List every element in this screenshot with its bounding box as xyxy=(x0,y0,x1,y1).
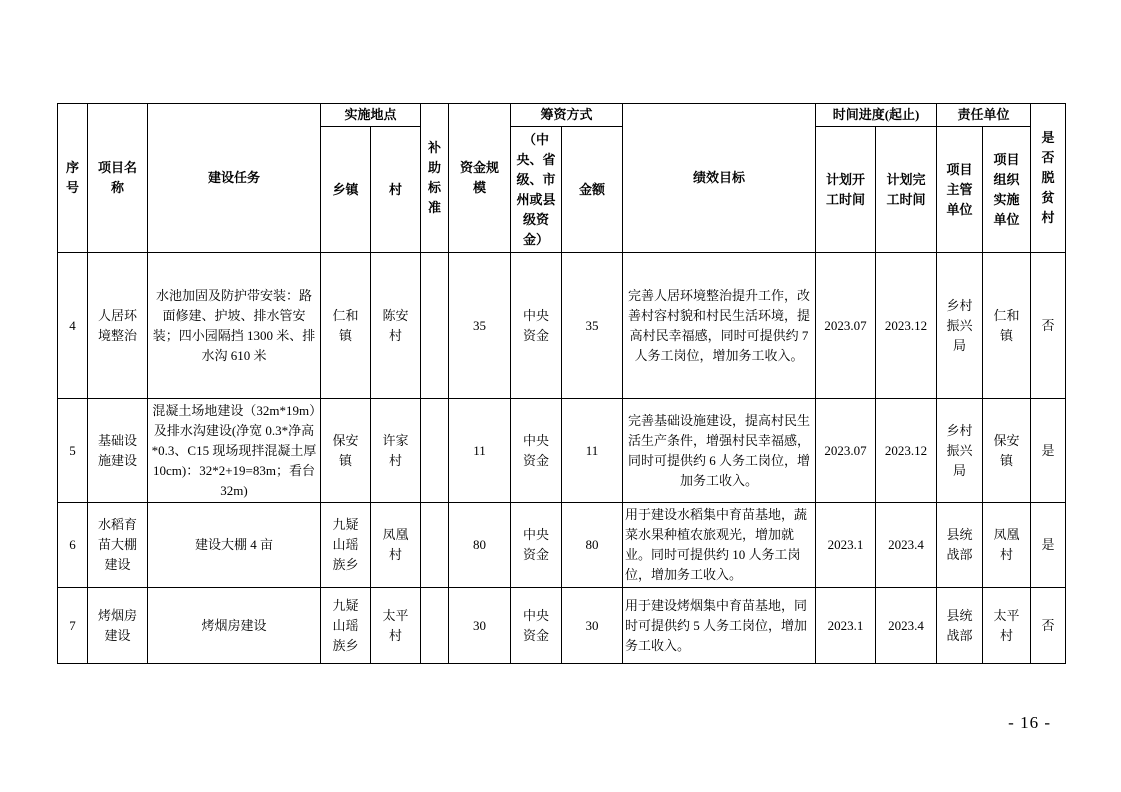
cell-end xyxy=(876,503,937,588)
start-value: 2023.1 xyxy=(827,617,864,633)
cell-goal xyxy=(623,503,816,588)
header-funding xyxy=(511,104,623,127)
cell-amount xyxy=(562,253,623,399)
cell-amount xyxy=(562,588,623,664)
task-text: 混凝土场地建设（32m*19m）及排水沟建设(净宽 0.3*净高*0.3、C15 现场现拌混凝土厚 10cm)：32*2+19=83m；看台 32m) xyxy=(151,402,317,498)
header-subsidy xyxy=(421,104,449,253)
header-poverty xyxy=(1031,104,1066,253)
header-poverty-label: 是否脱贫村 xyxy=(1041,130,1055,225)
header-village-label: 村 xyxy=(389,181,403,197)
scale-value: 11 xyxy=(473,442,486,458)
cell-poverty xyxy=(1031,253,1066,399)
cell-task xyxy=(148,588,321,664)
header-goal xyxy=(623,104,816,253)
cell-goal xyxy=(623,253,816,399)
header-source-label: （中央、省级、市州或县级资金） xyxy=(516,131,556,247)
table-body xyxy=(58,253,1066,664)
cell-amount xyxy=(562,503,623,588)
header-name-label: 项目名称 xyxy=(97,160,137,195)
header-task-label: 建设任务 xyxy=(207,170,260,185)
cell-name xyxy=(88,253,148,399)
header-amount-label: 金额 xyxy=(579,181,606,197)
header-responsible-label: 责任单位 xyxy=(957,107,1010,122)
amount-value: 80 xyxy=(585,537,599,552)
cell-supervisor xyxy=(937,253,983,399)
cell-seq xyxy=(58,399,88,503)
cell-amount xyxy=(562,399,623,503)
start-value: 2023.07 xyxy=(824,317,867,333)
cell-task xyxy=(148,253,321,399)
cell-source xyxy=(511,253,562,399)
cell-start xyxy=(816,253,876,399)
supervisor-value: 乡村振兴局 xyxy=(946,297,973,353)
project-name: 基础设施建设 xyxy=(97,432,137,468)
goal-text: 用于建设烤烟集中育苗基地，同时可提供约 5 人务工岗位，增加务工收入。 xyxy=(625,597,808,653)
implementer-value: 保安镇 xyxy=(993,432,1020,468)
end-value: 2023.4 xyxy=(888,617,924,633)
table-row xyxy=(58,503,1066,588)
header-supervisor xyxy=(937,127,983,253)
source-value: 中央资金 xyxy=(523,307,550,343)
cell-scale xyxy=(449,503,511,588)
implementer-value: 仁和镇 xyxy=(993,307,1020,343)
poverty-value: 否 xyxy=(1041,617,1055,633)
task-text: 建设大棚 4 亩 xyxy=(194,537,273,552)
cell-supervisor xyxy=(937,503,983,588)
cell-poverty xyxy=(1031,503,1066,588)
village-value: 凤凰村 xyxy=(382,527,409,562)
cell-implementer xyxy=(983,399,1031,503)
goal-text: 完善基础设施建设，提高村民生活生产条件，增强村民幸福感，同时可提供约 6 人务工岗位，增加务工收入。 xyxy=(628,412,811,488)
header-row-top xyxy=(58,104,1066,127)
header-seq xyxy=(58,104,88,253)
end-value: 2023.4 xyxy=(888,537,924,552)
header-goal-label: 绩效目标 xyxy=(693,170,746,185)
cell-end xyxy=(876,399,937,503)
town-value: 保安镇 xyxy=(332,432,359,468)
village-value: 太平村 xyxy=(382,607,409,643)
seq-value: 4 xyxy=(69,317,76,333)
cell-name xyxy=(88,399,148,503)
scale-value: 30 xyxy=(473,617,487,633)
cell-seq xyxy=(58,253,88,399)
header-start-label: 计划开工时间 xyxy=(826,171,866,207)
seq-value: 5 xyxy=(69,442,76,458)
table-header xyxy=(58,104,1066,253)
seq-value: 6 xyxy=(69,537,76,552)
header-amount xyxy=(562,127,623,253)
town-value: 九疑山瑶族乡 xyxy=(332,517,359,572)
project-name: 人居环境整治 xyxy=(97,307,137,343)
cell-source xyxy=(511,503,562,588)
header-schedule xyxy=(816,104,937,127)
cell-poverty xyxy=(1031,588,1066,664)
header-subsidy-label: 补助标准 xyxy=(428,140,442,215)
goal-text: 用于建设水稻集中育苗基地，蔬菜水果种植农旅观光，增加就业。同时可提供约 10 人务工岗位，增加务工收入。 xyxy=(625,507,808,582)
amount-value: 30 xyxy=(585,617,599,633)
header-funding-label: 筹资方式 xyxy=(540,107,593,122)
task-text: 烤烟房建设 xyxy=(201,617,267,633)
cell-implementer xyxy=(983,503,1031,588)
header-seq-label: 序号 xyxy=(65,160,79,195)
cell-town xyxy=(321,503,371,588)
header-scale-label: 资金规模 xyxy=(460,160,500,195)
cell-subsidy xyxy=(421,503,449,588)
header-end-label: 计划完工时间 xyxy=(886,171,926,207)
cell-start xyxy=(816,503,876,588)
cell-seq xyxy=(58,588,88,664)
amount-value: 11 xyxy=(585,442,599,458)
table-row xyxy=(58,253,1066,399)
supervisor-value: 县统战部 xyxy=(946,527,973,562)
header-name xyxy=(88,104,148,253)
cell-village xyxy=(371,503,421,588)
source-value: 中央资金 xyxy=(523,527,550,562)
header-town xyxy=(321,127,371,253)
cell-source xyxy=(511,399,562,503)
header-location-label: 实施地点 xyxy=(344,107,397,122)
cell-name xyxy=(88,588,148,664)
supervisor-value: 乡村振兴局 xyxy=(946,422,973,478)
cell-task xyxy=(148,503,321,588)
header-village xyxy=(371,127,421,253)
cell-supervisor xyxy=(937,588,983,664)
cell-poverty xyxy=(1031,399,1066,503)
cell-subsidy xyxy=(421,399,449,503)
cell-village xyxy=(371,399,421,503)
cell-goal xyxy=(623,588,816,664)
cell-end xyxy=(876,253,937,399)
cell-goal xyxy=(623,399,816,503)
village-value: 陈安村 xyxy=(382,307,409,343)
header-supervisor-label: 项目主管单位 xyxy=(946,161,973,217)
implementer-value: 凤凰村 xyxy=(993,527,1020,562)
cell-end xyxy=(876,588,937,664)
table-row xyxy=(58,399,1066,503)
end-value: 2023.12 xyxy=(884,442,928,458)
header-responsible xyxy=(937,104,1031,127)
source-value: 中央资金 xyxy=(523,432,550,468)
start-value: 2023.1 xyxy=(827,537,864,552)
goal-text: 完善人居环境整治提升工作，改善村容村貌和村民生活环境，提高村民幸福感，同时可提供约 7 人务工岗位，增加务工收入。 xyxy=(628,287,811,363)
amount-value: 35 xyxy=(585,317,599,333)
cell-town xyxy=(321,253,371,399)
cell-seq xyxy=(58,503,88,588)
cell-village xyxy=(371,588,421,664)
seq-value: 7 xyxy=(69,617,76,633)
cell-start xyxy=(816,588,876,664)
cell-task xyxy=(148,399,321,503)
header-task xyxy=(148,104,321,253)
village-value: 许家村 xyxy=(382,432,409,468)
supervisor-value: 县统战部 xyxy=(946,607,973,643)
cell-scale xyxy=(449,253,511,399)
header-start xyxy=(816,127,876,253)
cell-implementer xyxy=(983,253,1031,399)
implementer-value: 太平村 xyxy=(993,607,1020,643)
source-value: 中央资金 xyxy=(523,607,550,643)
cell-start xyxy=(816,399,876,503)
scale-value: 35 xyxy=(473,317,487,333)
cell-subsidy xyxy=(421,588,449,664)
header-scale xyxy=(449,104,511,253)
project-table xyxy=(57,103,1066,664)
cell-subsidy xyxy=(421,253,449,399)
header-town-label: 乡镇 xyxy=(332,181,359,197)
start-value: 2023.07 xyxy=(824,442,867,458)
end-value: 2023.12 xyxy=(884,317,928,333)
header-source xyxy=(511,127,562,253)
header-implementer xyxy=(983,127,1031,253)
cell-town xyxy=(321,588,371,664)
cell-scale xyxy=(449,399,511,503)
cell-source xyxy=(511,588,562,664)
cell-supervisor xyxy=(937,399,983,503)
header-location xyxy=(321,104,421,127)
project-name: 水稻育苗大棚建设 xyxy=(97,517,137,572)
cell-scale xyxy=(449,588,511,664)
header-schedule-label: 时间进度(起止) xyxy=(832,107,920,122)
poverty-value: 是 xyxy=(1041,537,1055,552)
town-value: 九疑山瑶族乡 xyxy=(332,597,359,653)
cell-implementer xyxy=(983,588,1031,664)
header-implementer-label: 项目组织实施单位 xyxy=(993,151,1020,227)
town-value: 仁和镇 xyxy=(332,307,359,343)
poverty-value: 否 xyxy=(1041,317,1055,333)
header-end xyxy=(876,127,937,253)
page-number: - 16 - xyxy=(1008,713,1051,732)
scale-value: 80 xyxy=(473,537,487,552)
project-name: 烤烟房建设 xyxy=(97,607,137,643)
table-row xyxy=(58,588,1066,664)
cell-town xyxy=(321,399,371,503)
task-text: 水池加固及防护带安装：路面修建、护坡、排水管安装；四小园隔挡 1300 米、排水沟 610 米 xyxy=(152,287,316,363)
cell-name xyxy=(88,503,148,588)
poverty-value: 是 xyxy=(1041,442,1055,458)
cell-village xyxy=(371,253,421,399)
